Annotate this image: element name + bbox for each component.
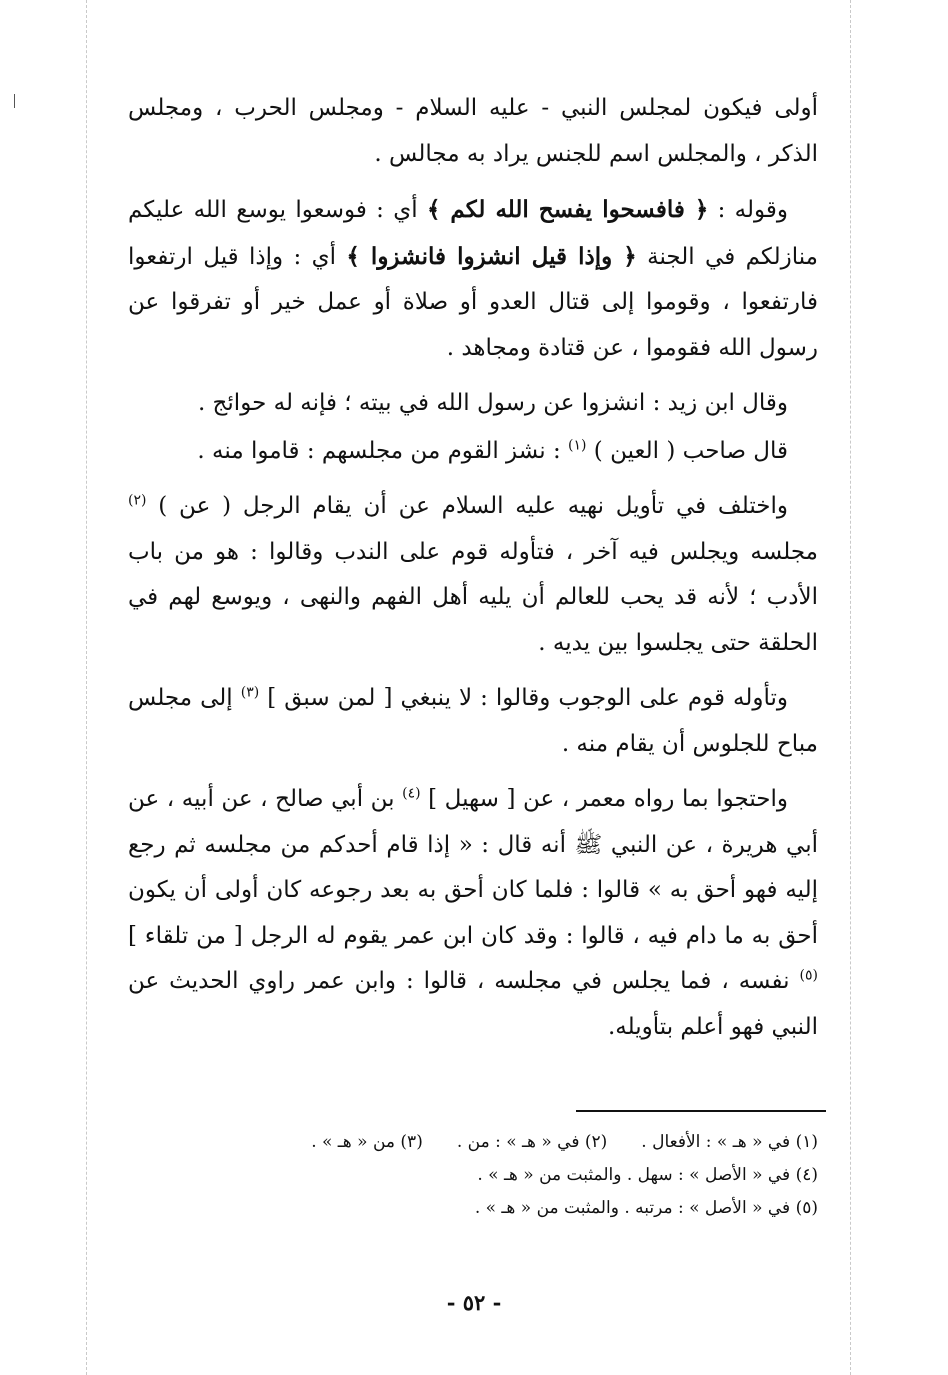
paragraph-6-end: إلى مجلس مباح للجلوس أن يقام منه . [128,685,818,757]
paragraph-7-lead: واحتجوا بما رواه معمر ، عن [ سهيل ] [420,786,788,812]
footnote-ref-1: (١) [568,436,587,453]
footnote-ref-2: (٢) [128,492,147,509]
quran-quote-1: ﴿ فافسحوا يفسح الله لكم ﴾ [426,196,709,223]
paragraph-5-end: مجلسه ويجلس فيه آخر ، فتأوله قوم على الندب وقالوا : هو من باب الأدب ؛ لأنه قد يحب للعالم أن يليه أهل الفهم والنهى ، ويوسع لهم في الحلقة حتى يجلسوا بين يديه . [128,538,818,656]
paragraph-7-end: نفسه ، فما يجلس في مجلسه ، قالوا : وابن عمر راوي الحديث عن النبي فهو أعلم بتأويله. [128,968,818,1040]
paragraph-6-lead: وتأوله قوم على الوجوب وقالوا : لا ينبغي [ لمن سبق ] [259,685,788,711]
scan-mark [14,94,15,108]
footnotes [128,1126,818,1225]
footnote-ref-4: (٤) [402,785,421,802]
paragraph-4 [128,429,818,475]
footnote-4: (٤) في « الأصل » : سهل . والمثبت من « هـ » . [477,1165,818,1185]
paragraph-7-middle: بن أبي صالح ، عن أبيه ، عن أبي هريرة ، عن النبي ﷺ أنه قال : « إذا قام أحدكم من مجلسه ثم رجع إليه فهو أحق به » قالوا : فلما كان أحق به بعد رجوعه كان أولى أن يكون أحق به ما دام فيه ، قالوا : وقد كان ابن عمر يقوم له الرجل [ من تلقاء ] [128,786,818,949]
paragraph-5-lead: واختلف في تأويل نهيه عليه السلام عن أن يقام الرجل ( عن ) [146,493,788,519]
footnote-ref-3: (٣) [240,684,260,701]
paragraph-2-lead: وقوله : [708,197,788,223]
paragraph-4-lead: قال صاحب ( العين ) [586,437,788,464]
paragraph-2-middle: أي : فوسعوا يوسع الله عليكم منازلكم في الجنة [128,197,818,270]
paragraph-2 [128,187,818,371]
footnote-row-2 [128,1159,818,1192]
footnote-5: (٥) في « الأصل » : مرتبه . والمثبت من « هـ » . [474,1198,818,1218]
paragraph-1-text: أولى فيكون لمجلس النبي - عليه السلام - ومجلس الحرب ، ومجلس الذكر ، والمجلس اسم للجنس يراد به مجالس . [128,95,818,167]
footnote-row-3 [128,1192,818,1225]
footnote-divider [576,1110,826,1112]
paragraph-3-text: وقال ابن زيد : انشزوا عن رسول الله في بيته ؛ فإنه له حوائج . [197,390,788,416]
paragraph-5 [128,484,818,666]
footnote-ref-5: (٥) [799,967,818,984]
paragraph-6 [128,676,818,767]
footnote-2: (٢) في « هـ » : من . [456,1132,608,1152]
paragraph-2-end: أي : وإذا قيل ارتفعوا فارتفعوا ، وقوموا إلى قتال العدو أو صلاة أو عمل خير أو تفرقوا عن رسول الله فقوموا ، عن قتادة ومجاهد . [128,243,818,361]
paragraph-7 [128,777,818,1050]
footnote-1: (١) في « هـ » : الأفعال . [641,1132,818,1152]
paragraph-3 [128,381,818,427]
footnote-3: (٣) من « هـ » . [311,1132,423,1152]
margin-guide-right [850,0,851,1375]
page-number: - ٥٢ - [446,1290,502,1315]
main-text [128,86,818,1060]
quran-quote-2: ﴿ وإذا قيل انشزوا فانشزوا ﴾ [346,242,637,270]
paragraph-1 [128,86,818,177]
margin-guide-left [86,0,87,1375]
footnote-row-1 [128,1126,818,1159]
paragraph-4-end: : نشز القوم من مجلسهم : قاموا منه . [197,437,569,464]
